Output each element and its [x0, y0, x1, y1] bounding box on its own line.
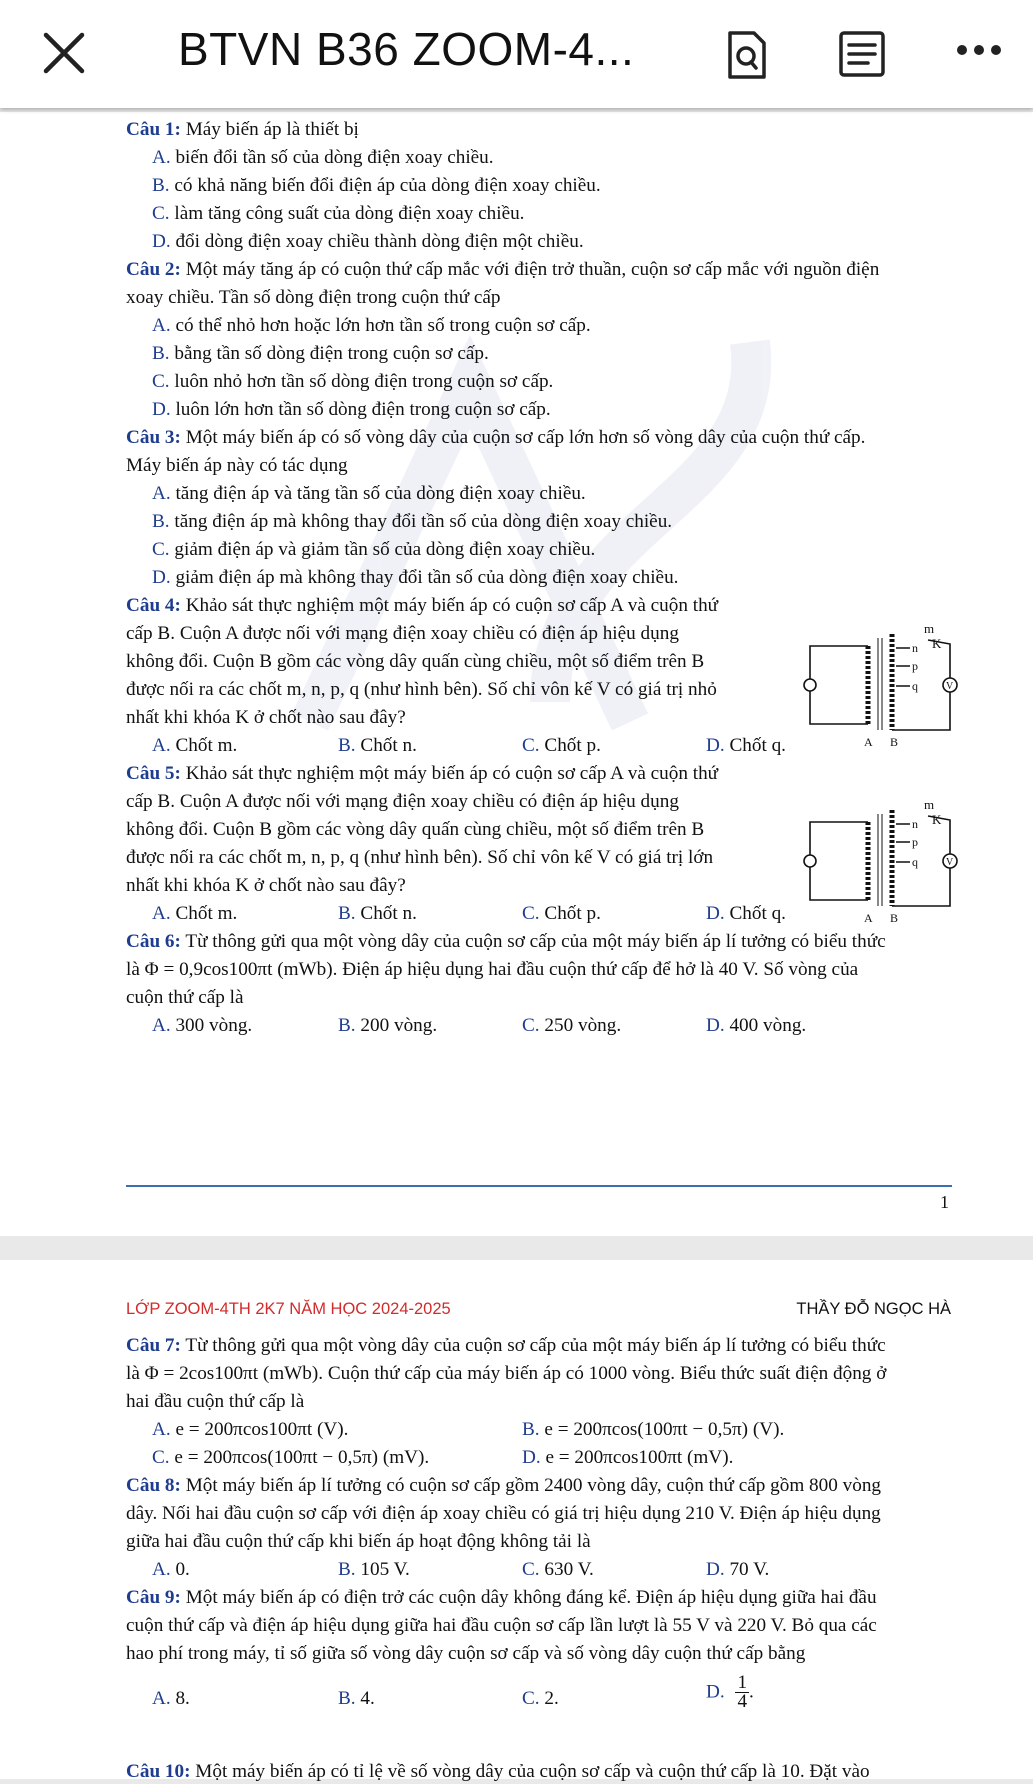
question-4-cont: không đổi. Cuộn B gồm các vòng dây quấn cùng chiều, một số điểm trên B — [126, 651, 705, 672]
question-10: Câu 10: Một máy biến áp có tỉ lệ về số vòng dây của cuộn sơ cấp và cuộn thứ cấp là 10. Đặt vào — [126, 1761, 870, 1782]
option-c: C. e = 200πcos(100πt − 0,5π) (mV). — [152, 1447, 430, 1468]
option-b: B. 4. — [338, 1688, 375, 1709]
page-footer-line — [126, 1185, 952, 1187]
question-9: Câu 9: Một máy biến áp có điện trở các cuộn dây không đáng kể. Điện áp hiệu dụng giữa hai đầu — [126, 1587, 877, 1608]
question-7-cont: hai đầu cuộn thứ cấp là — [126, 1391, 305, 1412]
option-d: D. 70 V. — [706, 1559, 770, 1580]
option-b: B. có khả năng biến đổi điện áp của dòng điện xoay chiều. — [152, 175, 601, 196]
transformer-diagram — [800, 800, 970, 925]
question-5: Câu 5: Khảo sát thực nghiệm một máy biến áp có cuộn sơ cấp A và cuộn thứ — [126, 763, 719, 784]
option-b: B. Chốt n. — [338, 735, 417, 756]
search-doc-icon[interactable] — [724, 30, 768, 80]
question-3: Câu 3: Một máy biến áp có số vòng dây của cuộn sơ cấp lớn hơn số vòng dây của cuộn thứ cấp. — [126, 427, 866, 448]
label-k: K — [932, 636, 942, 651]
question-6-cont: cuộn thứ cấp là — [126, 987, 244, 1008]
option-c: C. Chốt p. — [522, 735, 601, 756]
question-5-cont: không đổi. Cuộn B gồm các vòng dây quấn cùng chiều, một số điểm trên B — [126, 819, 705, 840]
question-3-cont: Máy biến áp này có tác dụng — [126, 455, 348, 476]
document-page-2 — [0, 1260, 1033, 1782]
question-1: Câu 1: Máy biến áp là thiết bị — [126, 119, 359, 140]
option-b: B. e = 200πcos(100πt − 0,5π) (V). — [522, 1419, 785, 1440]
option-c: C. luôn nhỏ hơn tần số dòng điện trong cuộn sơ cấp. — [152, 371, 554, 392]
question-8-cont: giữa hai đầu cuộn thứ cấp khi biến áp hoạt động không tải là — [126, 1531, 591, 1552]
question-5-cont: cấp B. Cuộn A được nối với mạng điện xoay chiều có điện áp hiệu dụng — [126, 791, 679, 812]
question-8-cont: dây. Nối hai đầu cuộn sơ cấp với điện áp xoay chiều có giá trị hiệu dụng 210 V. Điện áp hiệu dụng — [126, 1503, 881, 1524]
question-4-cont: cấp B. Cuộn A được nối với mạng điện xoay chiều có điện áp hiệu dụng — [126, 623, 679, 644]
option-b: B. Chốt n. — [338, 903, 417, 924]
option-b: B. 105 V. — [338, 1559, 410, 1580]
option-c: C. giảm điện áp và giảm tần số của dòng điện xoay chiều. — [152, 539, 596, 560]
label-m: m — [924, 800, 935, 812]
option-c: C. làm tăng công suất của dòng điện xoay chiều. — [152, 203, 525, 224]
label-q: q — [912, 855, 918, 869]
label-k: K — [932, 812, 942, 827]
option-a: A. e = 200πcos100πt (V). — [152, 1419, 349, 1440]
option-c: C. 250 vòng. — [522, 1015, 622, 1036]
question-2: Câu 2: Một máy tăng áp có cuộn thứ cấp mắc với điện trở thuần, cuộn sơ cấp mắc với nguồn điện — [126, 259, 880, 280]
label-m: m — [924, 624, 935, 636]
option-d: D. luôn lớn hơn tần số dòng điện trong cuộn sơ cấp. — [152, 399, 551, 420]
document-page-1 — [0, 112, 1033, 1236]
label-n: n — [912, 817, 918, 831]
label-q: q — [912, 679, 918, 693]
more-icon[interactable] — [954, 40, 1004, 60]
question-9-cont: cuộn thứ cấp và điện áp hiệu dụng giữa hai đầu cuộn sơ cấp lần lượt là 55 V và 220 V. Bỏ qua các — [126, 1615, 877, 1636]
option-a: A. biến đổi tần số của dòng điện xoay chiều. — [152, 147, 494, 168]
option-d: D. đổi dòng điện xoay chiều thành dòng điện một chiều. — [152, 231, 584, 252]
question-6-cont: là Φ = 0,9cos100πt (mWb). Điện áp hiệu dụng hai đầu cuộn thứ cấp để hở là 40 V. Số vòng của — [126, 959, 859, 980]
question-2-cont: xoay chiều. Tần số dòng điện trong cuộn thứ cấp — [126, 287, 501, 308]
label-b: B — [890, 911, 899, 925]
option-a: A. Chốt m. — [152, 903, 238, 924]
option-b: B. 200 vòng. — [338, 1015, 438, 1036]
option-d: D. Chốt q. — [706, 735, 786, 756]
label-p: p — [912, 659, 918, 673]
question-4-cont: được nối ra các chốt m, n, p, q (như hình bên). Số chỉ vôn kế V có giá trị nhỏ — [126, 679, 717, 700]
option-a: A. tăng điện áp và tăng tần số của dòng điện xoay chiều. — [152, 483, 586, 504]
teacher-header: THẦY ĐỖ NGỌC HÀ — [796, 1300, 951, 1318]
label-p: p — [912, 835, 918, 849]
question-5-cont: nhất khi khóa K ở chốt nào sau đây? — [126, 875, 406, 896]
question-7-cont: là Φ = 2cos100πt (mWb). Cuộn thứ cấp của máy biến áp có 1000 vòng. Biểu thức suất điện động ở — [126, 1363, 887, 1384]
class-header: LỚP ZOOM-4TH 2K7 NĂM HỌC 2024-2025 — [126, 1300, 451, 1318]
option-a: A. Chốt m. — [152, 735, 238, 756]
question-8: Câu 8: Một máy biến áp lí tưởng có cuộn sơ cấp gồm 2400 vòng dây, cuộn thứ cấp gồm 800 vòng — [126, 1475, 882, 1496]
option-d: D. Chốt q. — [706, 903, 786, 924]
top-bar — [0, 0, 1033, 108]
option-b: B. bằng tần số dòng điện trong cuộn sơ cấp. — [152, 343, 489, 364]
label-v: V — [946, 857, 954, 868]
label-v: V — [946, 681, 954, 692]
label-a: A — [864, 911, 873, 925]
question-4: Câu 4: Khảo sát thực nghiệm một máy biến áp có cuộn sơ cấp A và cuộn thứ — [126, 595, 719, 616]
fraction: $\frac{1}{4}$ — [737, 1672, 748, 1712]
option-c: C. Chốt p. — [522, 903, 601, 924]
option-d: D. e = 200πcos100πt (mV). — [522, 1447, 734, 1468]
option-d: D. 400 vòng. — [706, 1015, 807, 1036]
option-a: A. có thể nhỏ hơn hoặc lớn hơn tần số trong cuộn sơ cấp. — [152, 315, 591, 336]
question-4-cont: nhất khi khóa K ở chốt nào sau đây? — [126, 707, 406, 728]
document-title: BTVN B36 ZOOM-4... — [178, 23, 635, 75]
option-c: C. 2. — [522, 1688, 559, 1709]
page-number: 1 — [940, 1192, 949, 1212]
question-9-cont: hao phí trong máy, tỉ số giữa số vòng dây cuộn sơ cấp và số vòng dây cuộn thứ cấp bằng — [126, 1643, 806, 1664]
option-b: B. tăng điện áp mà không thay đổi tần số của dòng điện xoay chiều. — [152, 511, 673, 532]
question-7: Câu 7: Từ thông gửi qua một vòng dây của cuộn sơ cấp của một máy biến áp lí tưởng có biểu thức — [126, 1335, 886, 1356]
option-d: D. $\frac{1}{4}$ . — [706, 1672, 754, 1712]
label-n: n — [912, 641, 918, 655]
option-a: A. 8. — [152, 1688, 190, 1709]
label-a: A — [864, 735, 873, 749]
option-a: A. 300 vòng. — [152, 1015, 253, 1036]
question-6: Câu 6: Từ thông gửi qua một vòng dây của cuộn sơ cấp của một máy biến áp lí tưởng có biểu thức — [126, 931, 886, 952]
option-c: C. 630 V. — [522, 1559, 594, 1580]
transformer-diagram — [800, 624, 970, 749]
label-b: B — [890, 735, 899, 749]
option-a: A. 0. — [152, 1559, 190, 1580]
option-d: D. giảm điện áp mà không thay đổi tần số của dòng điện xoay chiều. — [152, 567, 679, 588]
question-5-cont: được nối ra các chốt m, n, p, q (như hình bên). Số chỉ vôn kế V có giá trị lớn — [126, 847, 714, 868]
close-icon[interactable] — [38, 27, 90, 79]
list-icon[interactable] — [838, 30, 886, 78]
